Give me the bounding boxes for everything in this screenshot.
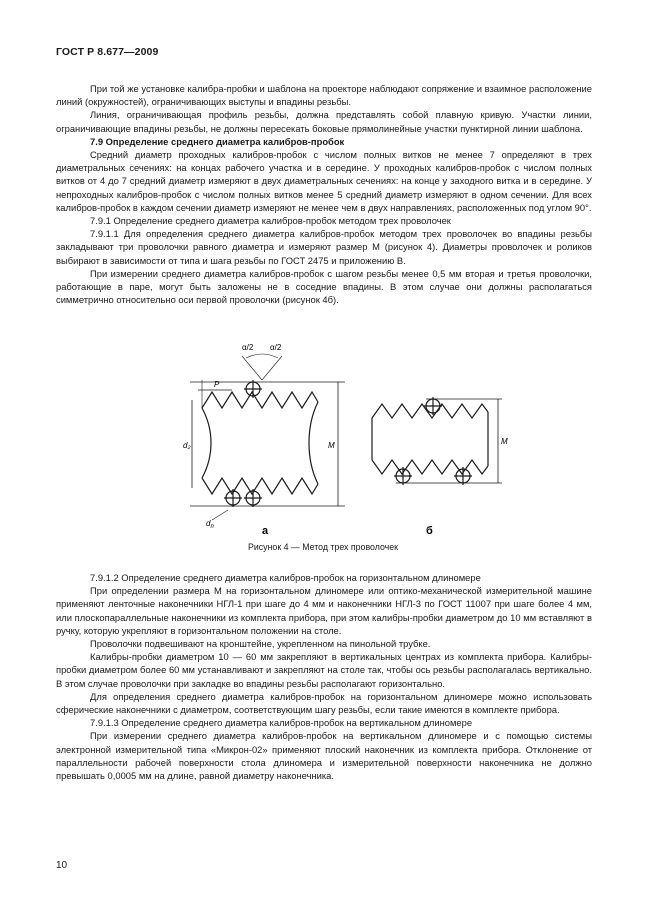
text-block-bottom [56, 571, 592, 782]
thread-profile-bottom-b [372, 460, 488, 474]
subsection-heading: 7.9.1.2 Определение среднего диаметра калибров-пробок на горизонтальном длиномере [90, 572, 481, 583]
subsection-heading: 7.9.1 Определение среднего диаметра калибров-пробок методом трех проволочек [90, 215, 451, 227]
paragraph: При определении размера M на горизонтальном длиномере или оптико-механической измерительной машине применяют ленточные наконечники НГЛ-1 при шаге до 4 мм и наконечники НГЛ-3 по ГОСТ 11007 при шаге более 4 мм, или плоскопараллельные наконечники из комплекта прибора, при этом калибры-пробки диаметром до 10 мм вставляют в ручку, которую укрепляют в горизонтальном положении на столе. [56, 585, 592, 636]
figure-b-label: б [426, 525, 433, 537]
paragraph: При измерении среднего диаметра калибров-пробок на вертикальном длиномере и с помощью системы электронной измерительной типа «Микрон-02» применяют плоский наконечник из комплекта прибора. Отклонение от параллельности рабочей поверхности стола длиномера и измерительной поверхности наконечника не должно превышать 0,0005 мм на длине, равной диаметру наконечника. [56, 730, 592, 782]
paragraph: Для определения среднего диаметра калибров-пробок на горизонтальном длиномере можно использовать сферические наконечники с диаметром, соответствующим шагу резьбы, если такие имеются в комплекте прибора. [56, 690, 592, 716]
gauge-left-edge-a [202, 408, 211, 478]
half-angle-label-left: α/2 [242, 343, 254, 352]
M-label-b: M [501, 437, 508, 446]
thread-profile-top-a [202, 392, 318, 408]
section-heading: 7.9 Определение среднего диаметра калибров-пробок [90, 135, 345, 147]
figure-a-label: а [262, 525, 269, 537]
gauge-right-edge-a [309, 402, 318, 484]
M-label-a: M [328, 441, 335, 450]
pitch-label: P [214, 380, 220, 389]
subsection-heading: 7.9.1.3 Определение среднего диаметра калибров-пробок на вертикальном длиномере [90, 717, 473, 729]
paragraph: Средний диаметр проходных калибров-пробок с числом полных витков не менее 7 определяют в трех диаметральных сечениях: на концах рабочего участка и в середине. У проходных калибров-пробок с числом полных витков от 4 до 7 средний диаметр измеряют в двух диаметральных сечениях: на конце у заходного витка и в середине. У непроходных калибров-пробок с числом полных витков менее 5 средний диаметр измеряют в одном сечении. Для всех калибров-пробок в каждом сечении диаметр измеряют не менее чем в двух направлениях, расположенных под углом 90°. [56, 149, 592, 213]
figure-caption: Рисунок 4 — Метод трех проволочек [248, 542, 398, 552]
paragraph: При измерении среднего диаметра калибров-пробок с шагом резьбы менее 0,5 мм вторая и третья проволочки, работающие в паре, могут быть заложены не в соседние впадины. В этом случае они должны располагаться симметрично относительно оси первой проволочки (рисунок 4б). [56, 267, 592, 306]
wire-diameter-label: $d_п$ [206, 519, 214, 530]
page-number: 10 [56, 860, 68, 871]
figure-three-wire-method [150, 343, 520, 540]
document-header: ГОСТ Р 8.677—2009 [56, 46, 159, 58]
thread-profile-bottom-a [202, 478, 318, 494]
text-block-top [56, 82, 592, 306]
paragraph: Калибры-пробки диаметром 10 — 60 мм закрепляют в вертикальных центрах из комплекта прибора. Калибры-пробки диаметром более 60 мм устанавливают и закрепляют на столе так, чтобы ось резьбы располагалась вертикально. В этом случае проволочки при закладке во впадины резьбы располагают горизонтально. [56, 651, 592, 689]
paragraph: 7.9.1.1 Для определения среднего диаметра калибров-пробок методом трех проволочек во впадины резьбы закладывают три проволочки равного диаметра и измеряют размер M (рисунок 4). Диаметры проволочек и роликов выбирают в зависимости от типа и шага резьбы по ГОСТ 2475 и приложению В. [56, 228, 592, 266]
half-angle-label-right: α/2 [270, 343, 282, 352]
paragraph: Проволочки подвешивают на кронштейне, укрепленном на пинольной трубке. [90, 638, 431, 650]
paragraph: При той же установке калибра-пробки и шаблона на проекторе наблюдают сопряжение и взаимное расположение линий (окружностей), ограничивающих выступы и впадины резьбы. [56, 83, 592, 108]
paragraph: Линия, ограничивающая профиль резьбы, должна представлять собой плавную кривую. Участки линии, ограничивающие впадины резьбы, не должны пересекать боковые прямолинейные участки пунктирной линии шаблона. [56, 109, 592, 134]
d2-label: d₂ [183, 441, 191, 450]
